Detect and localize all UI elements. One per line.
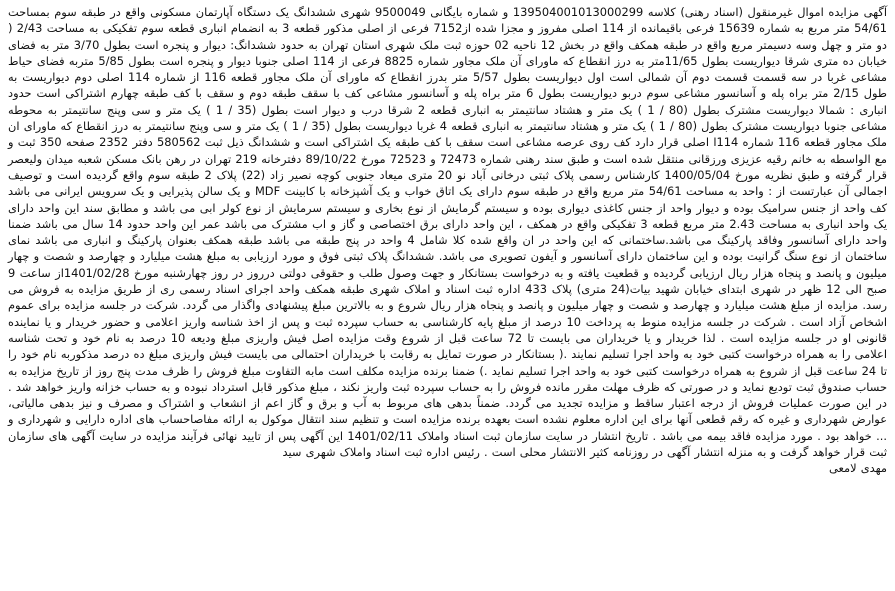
notice-signature: مهدی لامعی [829,461,887,476]
notice-body-text: آگهی مزایده اموال غیرمنقول (اسناد رهنی) کلاسه 139504001013000299 و شماره بایگانی 9500049 شهری ششدانگ یک دستگاه آپارتمان مسکونی واقع در طبقه سوم بمساحت 54/61 متر مربع به شماره 15639 فرعی باقیمانده از 114 اصلی مفروز و مجزا شده از7152 فرعی از اصلی مذکور قطعه 3 به انضمام انباری قطعه سوم تفکیکی به مساحت 2/43 ( دو متر و چهل وسه دسیمتر مربع واقع در طبقه همکف واقع در بخش 12 ناحیه 02 حوزه ثبت ملک شهری استان تهران به حدود ششدانگ: دیوار و پنجره است بطول 3/70 متر به فضای خیابان ده متری شرقا دیواریست بطول 11/65متر به درز انقطاع که ماورای آن ملک مجاور شماره 8825 فرعی از 114 اصلی جنوبا دیوار و پنجره است بطول 5/85 متربه فضای حیاط مشاعی غربا در سه قسمت قسمت دوم آن شمالی است اول دیواریست بطول 5/57 متر بدرز انقطاع که ماورای آن ملک مجاور قطعه 116 از شماره 114 اصلی دوم دیواریست به طول 2/15 متر براه پله و آسانسور مشاعی سوم دربو دیواریست بطول 6 متر براه پله و آسانسور مشاعی کف با سقف طبقه دوم و سقف با کف طبقه چهارم اشتراکی است حدود انباری : شمالا دیواریست مشترک بطول (80 / 1 ) یک متر و هشتاد سانتیمتر به انباری قطعه 2 شرقا درب و دیوار است بطول (35 / 1 ) یک متر و سی وپنج سانتیمتر به محوطه مشاعی جنوبا دیواریست مشترک بطول (80 / 1 ) یک متر و هشتاد سانتیمتر به انباری قطعه 4 غربا دیواریست بطول (35 / 1 ) یک متر و سی وپنج سانتیمتر به درز انقطاع که ماورای ان ملک مجاور قطعه 116 شماره 114ا اصلی قرار دارد کف روی عرصه مشاعی است سقف با کف طبقه یک اشتراکی است و ششدانگ ذیل ثبت 580562 دفتر 2352 صفحه 350 ثبت و مع الواسطه به خانم رقیه عزیزی ورزقانی منتقل شده است و طبق سند رهنی شماره 72473 و 72523 مورخ 89/10/22 دفترخانه 219 تهران در رهن بانک مسکن شعبه میدان ولیعصر قرار گرفته و طبق نظریه مورخ 1400/05/04 کارشناس رسمی پلاک ثبتی درخانی آباد نو 20 متری میعاد جنوبی کوچه نصیر زاد (22) پلاک 2 طبقه سوم واقع گردیده است و توصیف اجمالی آن عبارتست از : واحد به مساحت 54/61 متر مربع واقع در طبقه سوم دارای یک اتاق خواب و یک آشپزخانه با کابینت MDF و یک سالن پذیرایی و یک سرویس ایرانی می باشد کف واحد از جنس سرامیک بوده و دیوار واحد از جنس کاغذی دیواری بوده و سیستم گرمایش از نوع بخاری و سیستم سرمایش از نوع کولر ابی می باشد و مطابق سند این واحد دارای یک واحد انباری به مساحت 2.43 متر مربع قطعه 3 تفکیکی واقع در همکف ، این واحد دارای برق اختصاصی و گاز و اب مشترک می باشد عمر این واحد حدود 14 سال می باشد ضمنا واحد دارای آسانسور وفاقد پارکینگ می باشد.ساختمانی که این واحد در ان واقع شده کلا شامل 4 واحد در پنج طبقه می باشد طبقه همکف بعنوان پارکینگ و انباری می باشد نمای ساختمان از نوع سنگ گرانیت بوده و این ساختمان دارای آسانسور و آیفون تصویری می باشد. ششدانگ پلاک ثبتی فوق و مورد ارزیابی به مبلغ هشت میلیارد و چهارصد و شصت و چهار میلیون و پانصد و پنجاه هزار ریال ارزیابی گردیده و قطعیت یافته و به درخواست بستانکار و جهت وصول طلب و حقوقی دولتی درروز در روز چهارشنبه مورخ 1401/02/28از ساعت 9 صبح الی 12 ظهر در شهری ابتدای خیابان شهید بیات(24 متری) پلاک 433 اداره ثبت اسناد و املاک شهری طبقه همکف واحد اجرای اسناد رسمی ری از طریق مزایده به فروش می رسد. مزایده از مبلغ هشت میلیارد و چهارصد و شصت و چهار میلیون و پانصد و پنجاه هزار ریال شروع و به بالاترین مبلغ پیشنهادی واگذار می گردد. شرکت در جلسه مزایده برای عموم اشخاص آزاد است . شرکت در جلسه مزایده منوط به پرداخت 10 درصد از مبلغ پایه کارشناسی به حساب سپرده ثبت و پس از اخذ شناسه واریز اعلامی و حضور خریدار و یا نماینده قانونی او در جلسه مزایده است . لذا خریدار و یا خریداران می بایست تا 72 ساعت قبل از شروع وقت مزایده اصل فیش واریزی مبلغ ودیعه 10 درصد به نام خود و تحت شناسه اعلامی را به همراه درخواست کتبی خود به واحد اجرا تسلیم نمایند .( بستانکار در صورت تمایل به رقابت با خریداران احتمالی می بایست فیش واریزی مبلغ ده درصد مذکوربه نام خود را تا 24 ساعت قبل از شروع به همراه درخواست کتبی خود به واحد اجرا تسلیم نماید .) ضمنا برنده مزایده مکلف است مابه التفاوت مبلغ فروش را ظرف مدت پنج روز از تاریخ مزایده به حساب صندوق ثبت تودیع نماید و در صورتی که ظرف مهلت مقرر مانده فروش را به حساب سپرده ثبت واریز نکند ، مبلغ مذکور قابل استرداد نبوده و به حساب خزانه واریز خواهد شد . در این صورت عملیات فروش از درجه اعتبار ساقط و مزایده تجدید می گردد. ضمناً بدهی های مربوط به آب و برق و گاز اعم از انشعاب و اشتراک و مصرف و نیز بدهی مالیاتی، عوارض شهرداری و غیره که رقم قطعی آنها برای این اداره معلوم نشده است بعهده برنده مزایده است و تنظیم سند انتقال موکول به ارائه مفاصاحساب های اداره دارایی و شهرداری و ... خواهد بود . مورد مزایده فاقد بیمه می باشد . تاریخ انتشار در سایت سازمان ثبت اسناد واملاک 1401/02/11 این آگهی پس از تایید نهائی فرآیند مزایده در سایت آگهی های سازمان ثبت قرار خواهد گرفت و به منزله انتشار آگهی در روزنامه کثیر الانتشار محلی است . رئیس اداره ثبت اسناد واملاک شهری سید [8,5,888,460]
